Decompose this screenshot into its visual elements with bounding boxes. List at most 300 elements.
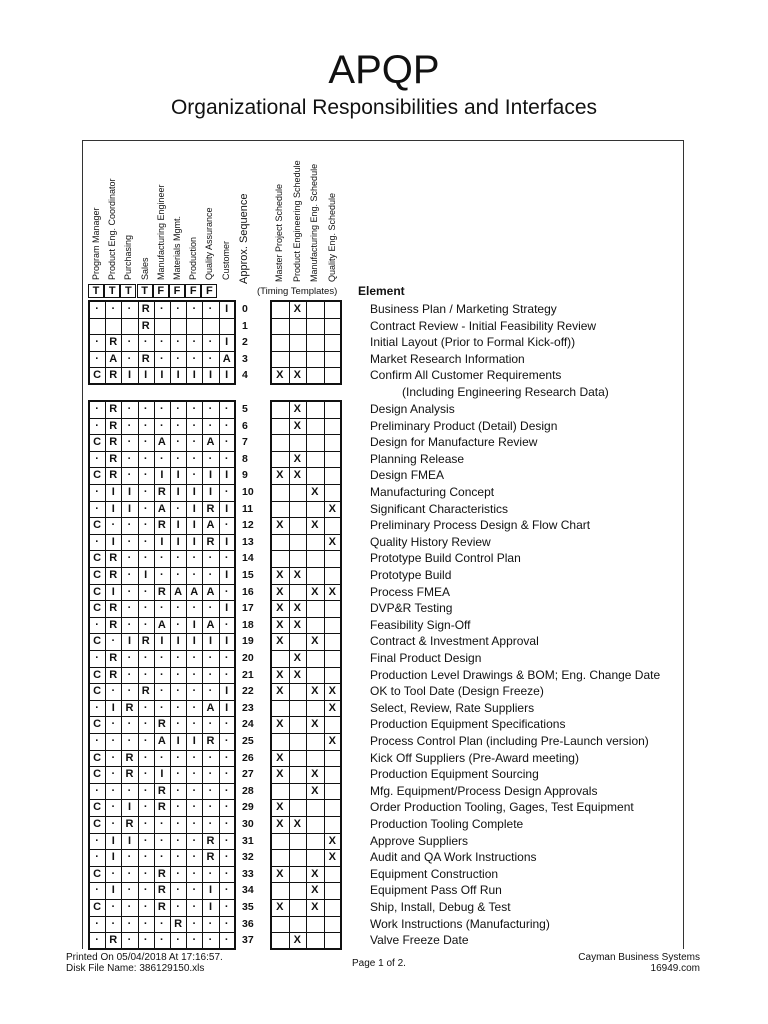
role-header: Production — [188, 236, 199, 280]
role-cell: I — [192, 502, 196, 515]
schedule-cell — [324, 866, 342, 883]
schedule-cell — [324, 351, 342, 368]
role-cell: R — [109, 452, 118, 465]
schedule-cell — [271, 301, 289, 318]
sequence-number: 22 — [242, 685, 254, 698]
sequence-number: 36 — [242, 917, 254, 930]
role-cell: C — [93, 602, 102, 615]
schedule-cell — [306, 617, 324, 634]
schedule-cell: X — [328, 535, 336, 548]
role-type-cell: T — [104, 284, 120, 298]
sequence-number: 35 — [242, 901, 254, 913]
role-cell: · — [224, 735, 229, 747]
role-cell: I — [176, 519, 180, 532]
schedule-cell: X — [311, 486, 319, 498]
element-name: Approve Suppliers — [370, 833, 469, 848]
schedule-cell: X — [293, 818, 301, 830]
role-header: Quality Assurance — [204, 207, 215, 280]
role-cell: · — [176, 867, 180, 880]
role-cell: R — [157, 486, 166, 498]
role-cell: · — [160, 403, 164, 415]
sequence-number: 10 — [242, 486, 254, 498]
role-cell: · — [224, 784, 229, 797]
role-cell: · — [160, 602, 164, 615]
role-cell: · — [143, 436, 148, 449]
role-cell: I — [192, 369, 196, 382]
schedule-cell — [306, 700, 324, 717]
role-cell: · — [127, 519, 132, 532]
schedule-cell — [306, 650, 324, 667]
sequence-number: 18 — [242, 618, 254, 631]
sequence-number: 3 — [242, 352, 248, 365]
element-name: Select, Review, Rate Suppliers — [370, 700, 535, 715]
role-header: Manufacturing Engineer — [155, 184, 166, 280]
role-cell: A — [206, 585, 215, 598]
sequence-number: 2 — [242, 336, 248, 349]
element-name: Feasibility Sign-Off — [370, 617, 471, 632]
role-cell: · — [192, 352, 197, 365]
role-cell: · — [127, 718, 132, 731]
role-cell: · — [127, 469, 132, 482]
element-name: Order Production Tooling, Gages, Test Equipment — [370, 800, 634, 815]
role-cell: · — [176, 818, 180, 830]
role-cell: I — [208, 901, 213, 913]
role-cell: R — [157, 884, 166, 897]
role-cell: · — [127, 618, 132, 631]
schedule-cell: X — [311, 884, 319, 897]
schedule-cell — [306, 600, 324, 617]
role-cell: · — [127, 569, 132, 581]
element-name: Design Analysis — [370, 402, 455, 416]
role-cell: R — [109, 618, 118, 631]
schedule-cell — [289, 517, 307, 534]
schedule-cell — [289, 700, 307, 717]
element-name: Valve Freeze Date — [370, 933, 469, 948]
role-cell: I — [208, 469, 213, 482]
role-cell: · — [192, 419, 197, 432]
schedule-cell — [289, 750, 307, 767]
schedule-cell: X — [311, 784, 319, 797]
role-cell: A — [190, 585, 199, 598]
schedule-cell — [324, 633, 342, 650]
schedule-cell: X — [311, 585, 319, 598]
role-cell: · — [111, 635, 116, 648]
role-cell: · — [224, 618, 229, 631]
role-cell: I — [160, 635, 164, 648]
role-cell: · — [192, 818, 197, 830]
role-cell: R — [125, 751, 134, 764]
role-cell: · — [176, 403, 180, 415]
sequence-number: 16 — [242, 585, 254, 598]
disk-file-name: Disk File Name: 386129150.xls — [66, 963, 205, 974]
role-cell: · — [143, 901, 148, 913]
schedule-cell: X — [276, 685, 284, 698]
schedule-cell — [324, 301, 342, 318]
sequence-number: 7 — [242, 436, 248, 449]
schedule-cell — [271, 434, 289, 451]
role-cell: I — [208, 635, 213, 648]
role-cell: C — [93, 818, 102, 830]
element-name: Ship, Install, Debug & Test — [370, 900, 511, 914]
schedule-cell: X — [276, 618, 284, 631]
role-cell: · — [192, 436, 197, 449]
role-cell: · — [127, 535, 132, 548]
role-cell: · — [176, 851, 180, 864]
role-cell: C — [93, 867, 102, 880]
role-cell: R — [109, 436, 118, 449]
role-cell: I — [144, 369, 148, 382]
element-name: Significant Characteristics — [370, 501, 509, 516]
schedule-cell — [289, 882, 307, 899]
schedule-cell — [324, 650, 342, 667]
role-cell: C — [93, 901, 102, 913]
schedule-cell — [306, 733, 324, 750]
role-cell: R — [206, 834, 215, 847]
schedule-cell — [306, 301, 324, 318]
schedule-cell: X — [293, 452, 301, 465]
role-cell: R — [125, 701, 134, 714]
schedule-cell: X — [276, 867, 284, 880]
role-cell: I — [127, 834, 132, 847]
role-cell: · — [143, 834, 148, 847]
schedule-cell: X — [276, 569, 284, 581]
schedule-cell — [306, 833, 324, 850]
role-cell: I — [127, 369, 132, 382]
role-cell: · — [111, 685, 116, 698]
role-cell: C — [93, 751, 102, 764]
role-cell: · — [208, 768, 213, 781]
role-cell: · — [160, 917, 164, 930]
role-cell: I — [208, 884, 213, 897]
role-cell: A — [157, 618, 166, 631]
schedule-cell: X — [276, 668, 284, 681]
role-cell: C — [93, 768, 102, 781]
role-cell: · — [224, 519, 229, 532]
element-header: Element — [358, 284, 405, 298]
role-cell: · — [127, 867, 132, 880]
role-cell: R — [109, 569, 118, 581]
schedule-cell — [306, 351, 324, 368]
role-cell: · — [192, 784, 197, 797]
schedule-cell: X — [293, 668, 301, 681]
role-cell: · — [127, 403, 132, 415]
sequence-number: 9 — [242, 469, 248, 482]
role-cell: · — [127, 784, 132, 797]
role-cell: · — [224, 668, 229, 681]
role-cell: · — [176, 552, 180, 565]
role-cell: · — [176, 784, 180, 797]
role-cell: · — [160, 552, 164, 565]
role-cell: · — [127, 884, 132, 897]
role-cell: R — [109, 602, 118, 615]
schedule-cell: X — [276, 602, 284, 615]
sequence-number: 0 — [242, 303, 248, 315]
schedule-cell — [271, 401, 289, 418]
role-cell: · — [176, 768, 180, 781]
role-cell: I — [111, 851, 115, 864]
role-cell: · — [192, 469, 197, 482]
role-cell: · — [143, 552, 148, 565]
schedule-cell — [306, 367, 324, 384]
role-cell: I — [127, 635, 132, 648]
role-cell: R — [125, 818, 134, 830]
role-cell: · — [143, 652, 148, 664]
role-cell: I — [208, 369, 213, 382]
schedule-header: Manufacturing Eng. Schedule — [309, 163, 319, 282]
role-cell: · — [160, 851, 164, 864]
schedule-cell — [289, 866, 307, 883]
role-cell: · — [208, 303, 213, 315]
role-type-cell: F — [201, 284, 217, 298]
role-cell: · — [176, 685, 180, 698]
role-cell: A — [206, 618, 215, 631]
schedule-cell — [324, 550, 342, 567]
element-name: Market Research Information — [370, 351, 525, 366]
role-cell: · — [192, 934, 197, 947]
role-cell: A — [157, 436, 166, 449]
role-cell: · — [143, 768, 148, 781]
schedule-cell: X — [311, 519, 319, 532]
role-cell: · — [192, 718, 197, 731]
role-cell: I — [225, 303, 229, 315]
role-cell: · — [95, 784, 99, 797]
role-cell: C — [93, 668, 102, 681]
role-cell: · — [192, 403, 197, 415]
role-cell: A — [174, 585, 183, 598]
role-cell: · — [192, 867, 197, 880]
role-cell: · — [176, 336, 180, 349]
schedule-cell — [324, 401, 342, 418]
element-name: Initial Layout (Prior to Formal Kick-off)) — [370, 335, 576, 350]
role-cell: I — [176, 469, 180, 482]
role-cell: R — [109, 369, 118, 382]
role-cell: · — [208, 784, 213, 797]
schedule-cell — [306, 567, 324, 584]
schedule-cell — [271, 334, 289, 351]
schedule-cell — [306, 932, 324, 949]
role-cell: · — [208, 652, 213, 664]
schedule-cell — [289, 849, 307, 866]
schedule-cell — [289, 484, 307, 501]
sequence-number: 28 — [242, 784, 254, 797]
element-name: Business Plan / Marketing Strategy — [370, 302, 557, 316]
sequence-number: 1 — [242, 319, 248, 332]
role-cell: · — [224, 751, 229, 764]
role-cell: · — [127, 934, 132, 947]
schedule-cell: X — [276, 469, 284, 482]
role-cell: · — [176, 618, 180, 631]
schedule-cell — [271, 351, 289, 368]
role-cell: R — [141, 303, 150, 315]
role-cell: R — [109, 469, 118, 482]
role-cell: · — [192, 452, 197, 465]
role-cell: · — [160, 452, 164, 465]
role-cell: R — [206, 535, 215, 548]
role-cell: · — [143, 867, 148, 880]
schedule-cell: X — [328, 735, 336, 747]
role-cell: · — [224, 718, 229, 731]
schedule-cell — [306, 401, 324, 418]
role-cell: · — [224, 452, 229, 465]
element-name: Audit and QA Work Instructions — [370, 850, 537, 865]
role-cell: · — [224, 436, 229, 449]
role-cell: R — [157, 784, 166, 797]
role-cell: · — [111, 818, 116, 830]
role-cell — [121, 318, 137, 335]
role-cell: A — [157, 502, 166, 515]
role-cell: · — [208, 452, 213, 465]
sequence-number: 27 — [242, 768, 254, 781]
role-cell: I — [144, 569, 148, 581]
schedule-cell — [306, 916, 324, 933]
schedule-header: Product Engineering Schedule — [291, 160, 302, 282]
role-cell: I — [225, 502, 229, 515]
role-cell: · — [127, 303, 132, 315]
role-cell: C — [93, 369, 102, 382]
schedule-cell — [289, 733, 307, 750]
role-cell: I — [192, 635, 196, 648]
role-cell: · — [143, 917, 148, 930]
sequence-number: 17 — [242, 602, 254, 615]
role-cell: · — [208, 602, 213, 615]
role-cell: · — [224, 419, 229, 432]
role-cell: · — [192, 917, 197, 930]
role-cell: C — [93, 718, 102, 731]
element-name-continued: (Including Engineering Research Data) — [402, 385, 609, 399]
role-cell — [202, 318, 218, 335]
role-cell: R — [141, 685, 150, 698]
role-cell: · — [127, 419, 132, 432]
footer-left — [66, 952, 223, 974]
role-header: Product Eng. Coordinator — [107, 178, 118, 280]
role-cell: · — [127, 668, 132, 681]
company-name: Cayman Business Systems — [578, 952, 700, 963]
role-cell: · — [176, 602, 180, 615]
role-cell: A — [222, 352, 231, 365]
schedule-cell: X — [276, 635, 284, 648]
role-cell: R — [141, 319, 150, 332]
schedule-cell: X — [311, 635, 319, 648]
role-cell: · — [176, 718, 180, 731]
schedule-cell — [289, 334, 307, 351]
schedule-cell — [271, 700, 289, 717]
schedule-cell — [324, 716, 342, 733]
role-cell: C — [93, 552, 102, 565]
role-cell: R — [109, 934, 118, 947]
role-cell: · — [95, 419, 99, 432]
role-cell — [186, 318, 202, 335]
role-cell: · — [208, 419, 213, 432]
page-title: APQP — [328, 48, 440, 92]
role-cell: R — [157, 718, 166, 731]
schedule-header: Quality Eng. Schedule — [326, 192, 337, 282]
role-cell: · — [143, 718, 148, 731]
timing-templates-label: (Timing Templates) — [257, 286, 338, 297]
schedule-cell — [271, 534, 289, 551]
role-cell: C — [93, 801, 102, 814]
role-cell: · — [208, 336, 213, 349]
schedule-cell: X — [328, 502, 336, 515]
role-cell: · — [224, 768, 229, 781]
role-cell: I — [225, 602, 229, 615]
sequence-number: 25 — [242, 735, 254, 747]
schedule-cell — [324, 434, 342, 451]
role-cell: I — [225, 569, 229, 581]
role-cell: · — [127, 685, 132, 698]
role-cell: I — [127, 801, 132, 814]
role-cell: · — [160, 668, 164, 681]
role-cell: · — [111, 784, 116, 797]
sequence-number: 14 — [242, 552, 254, 565]
element-name: Quality History Review — [370, 534, 491, 549]
role-cell: · — [95, 851, 99, 864]
role-cell: R — [206, 851, 215, 864]
role-cell: R — [206, 502, 215, 515]
schedule-cell: X — [311, 685, 319, 698]
role-cell: · — [127, 452, 132, 465]
schedule-cell: X — [328, 834, 336, 847]
role-cell: I — [160, 369, 164, 382]
role-cell: · — [111, 867, 116, 880]
role-cell: · — [160, 336, 164, 349]
role-cell: I — [192, 735, 196, 747]
role-cell: I — [192, 486, 196, 498]
schedule-cell — [271, 418, 289, 435]
element-name: Preliminary Product (Detail) Design — [370, 418, 558, 433]
role-cell: · — [192, 834, 197, 847]
role-cell: · — [160, 652, 164, 664]
role-header: Sales — [139, 257, 150, 280]
schedule-cell — [324, 932, 342, 949]
element-name: Mfg. Equipment/Process Design Approvals — [370, 783, 598, 798]
role-cell: · — [208, 685, 213, 698]
role-type-cell: F — [153, 284, 169, 298]
role-cell: · — [224, 851, 229, 864]
role-cell: · — [95, 884, 99, 897]
role-cell: I — [208, 486, 213, 498]
schedule-cell — [289, 833, 307, 850]
schedule-cell — [289, 584, 307, 601]
role-cell: · — [192, 851, 197, 864]
schedule-cell — [324, 916, 342, 933]
schedule-cell: X — [293, 602, 301, 615]
role-cell: · — [127, 901, 132, 913]
role-cell: · — [143, 452, 148, 465]
role-cell: · — [127, 552, 132, 565]
schedule-cell: X — [293, 369, 301, 382]
role-cell: · — [111, 768, 116, 781]
role-cell: I — [160, 535, 164, 548]
role-cell: R — [109, 403, 118, 415]
role-cell: · — [143, 502, 148, 515]
schedule-cell — [289, 783, 307, 800]
role-cell: · — [95, 502, 99, 515]
schedule-cell — [324, 467, 342, 484]
role-cell: · — [192, 751, 197, 764]
role-cell: · — [192, 901, 197, 913]
role-cell: · — [192, 336, 197, 349]
schedule-cell — [306, 799, 324, 816]
schedule-cell — [324, 418, 342, 435]
schedule-cell — [289, 716, 307, 733]
role-cell: · — [95, 452, 99, 465]
role-cell: · — [208, 403, 213, 415]
role-cell: I — [176, 486, 180, 498]
schedule-cell: X — [276, 818, 284, 830]
role-cell: · — [224, 552, 229, 565]
element-name: OK to Tool Date (Design Freeze) — [370, 684, 544, 699]
schedule-cell — [289, 683, 307, 700]
